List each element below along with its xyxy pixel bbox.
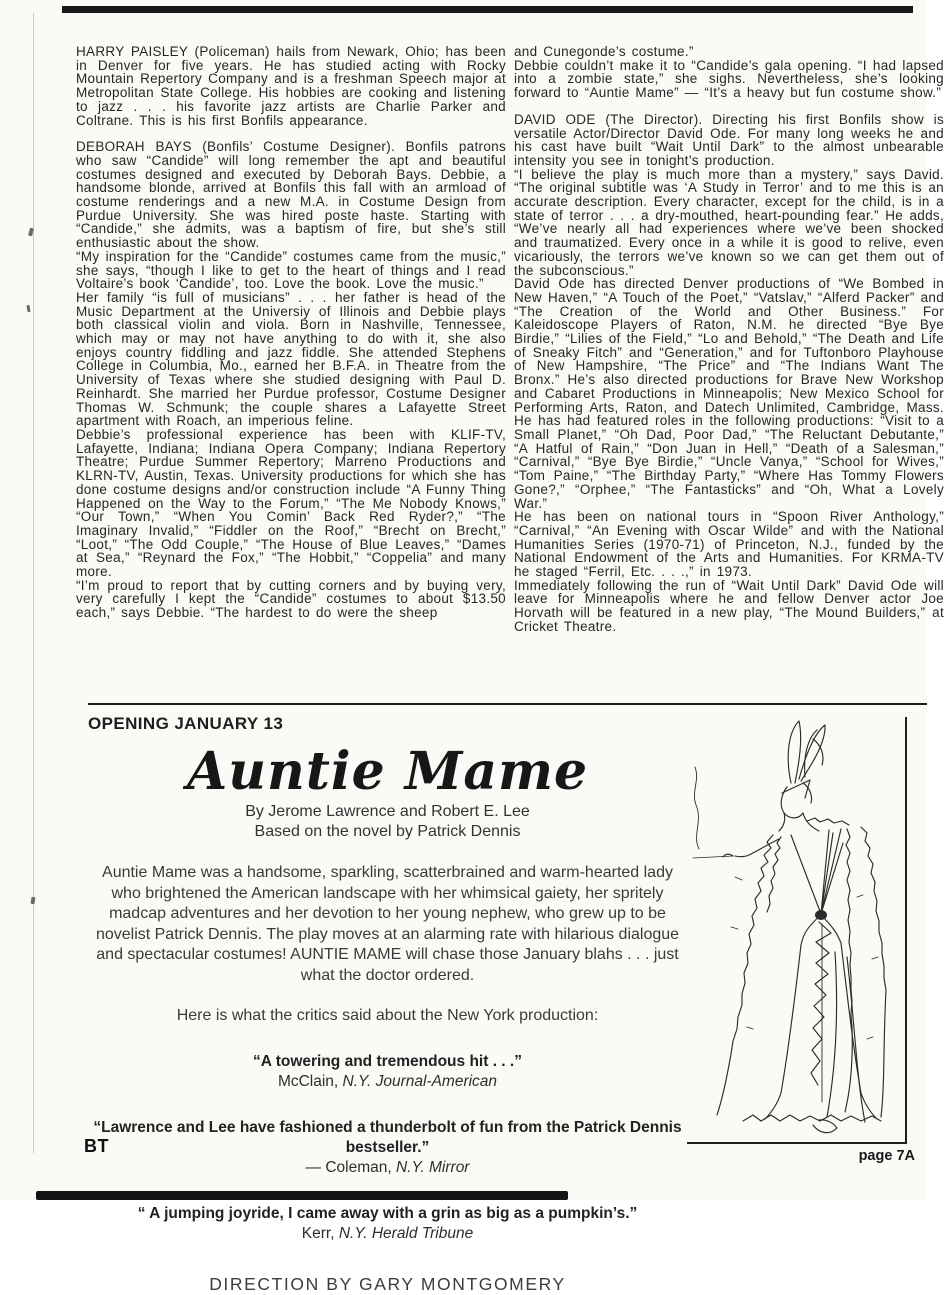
show-description: Auntie Mame was a handsome, sparkling, scatterbrained and warm-hearted lady who brightened the American landscape with her whimsical gaiety, her spritely madcap adventures and her devotion to her young nephew, who grew up to be novelist Patrick Dennis. The play moves at an alarming rate with hilarious dialogue and spectacular costumes! AUNTIE MAME will chase those January blahs . . . just what the doctor ordered. <box>95 864 680 984</box>
bio-paragraph: Debbie’s professional experience has been with KLIF-TV, Lafayette, Indiana; Indiana Opera Company; Indiana Repertory Theatre; Purdue Summer Repertory; Marreno Productions and KLRN-TV, Austin, Texas. University productions for which she has done costume designs and/or construction include “A Funny Thing Happened on the Way to the Forum,” “The Me Nobody Knows,” “Our Town,” “When You Comin’ Back Red Ryder?,” “The Imaginary Invalid,” “Fiddler on the Roof,” “Brecht on Brecht,” “Loot,” “The Odd Couple,” “The House of Blue Leaves,” “Dames at Sea,” “Reynard the Fox,” “The Hobbit,” “Coppelia” and many more. <box>76 426 506 580</box>
feature-content <box>88 714 687 1295</box>
skirt-ruffles <box>743 922 881 1133</box>
publication-name: N.Y. Journal-American <box>342 1073 498 1090</box>
critic-name: McClain, <box>277 1073 339 1090</box>
top-scan-bar <box>62 6 913 13</box>
publication-name: N.Y. Herald Tribune <box>338 1225 474 1242</box>
critic-quote-2 <box>88 1118 687 1177</box>
quote-attribution <box>88 1073 687 1091</box>
cigarette-holder <box>693 767 779 858</box>
show-title: Auntie Mame <box>186 741 589 802</box>
illustration-frame <box>687 717 907 1144</box>
feature-section <box>0 705 927 1295</box>
bottom-scan-bar <box>36 1191 568 1200</box>
dress-bodice <box>791 829 843 945</box>
feather-plume-icon <box>788 721 825 783</box>
bio-paragraph-continued: and Cunegonde’s costume.” <box>514 44 694 59</box>
quote-text: “ A jumping joyride, I came away with a grin as big as a pumpkin’s.” <box>137 1205 638 1222</box>
publication-name: N.Y. Mirror <box>395 1159 470 1176</box>
critic-quote-3 <box>88 1204 687 1243</box>
bio-paragraph: Debbie couldn’t make it to “Candide’s gala opening. “I had lapsed into a zombie state,” she sighs. Nevertheless, she’s looking forward to “Auntie Mame” — “It’s a heavy but fun costume show.” <box>514 57 944 101</box>
page-number: page 7A <box>858 1148 915 1164</box>
bio-paragraph: “My inspiration for the “Candide” costumes came from the music,” she says, “though I like to get to the heart of things and I read Voltaire’s book ‘Candide’, too. Love the book. Love the music.” <box>76 248 506 292</box>
bio-paragraph: Immediately following the run of “Wait Until Dark” David Ode will leave for Minneapolis where he and fellow Denver actor Joe Horvath will be featured in a new play, “The Mound Builders,” at Cricket Theatre. <box>514 577 944 634</box>
bio-column-right <box>514 45 944 703</box>
critic-name: — Coleman, <box>305 1159 392 1176</box>
critic-quote-1 <box>88 1052 687 1091</box>
direction-credit: DIRECTION BY GARY MONTGOMERY <box>209 1274 566 1294</box>
byline-novel: Based on the novel by Patrick Dennis <box>254 823 521 840</box>
head-profile <box>779 780 819 831</box>
quote-attribution <box>88 1159 687 1177</box>
bio-paragraph: Her family “is full of musicians” . . . her father is head of the Music Department at the Universiy of Illinois and Debbie plays both classical violin and viola. Born in Nashville, Tennessee, which may or may not have anything to do with it, she also enjoys country fiddling and jazz fiddle. She attended Stephens College in Columbia, Mo., earned her B.F.A. in Theatre from the University of Texas where she studied designing with Paul D. Reinhardt. She married her Purdue professor, Costume Designer Thomas W. Schmunk; the couple shares a Lafayette Street apartment with Roach, an imperious feline. <box>76 289 506 429</box>
critics-intro: Here is what the critics said about the New York production: <box>176 1007 599 1024</box>
quote-attribution <box>88 1225 687 1243</box>
flapper-illustration <box>687 717 905 1142</box>
bio-paragraph: “I’m proud to report that by cutting corners and by buying very, very carefully I kept the “Candide” costumes to about $13.50 each,” says Debbie. “The hardest to do were the sheep <box>76 577 506 621</box>
quote-text: “A towering and tremendous hit . . .” <box>253 1053 522 1070</box>
bio-paragraph-harry-paisley: HARRY PAISLEY (Policeman) hails from Newark, Ohio; has been in Denver for five years. He has studied acting with Rocky Mountain Repertory Company and is a freshman Speech major at Metropolitan State College. His hobbies are cooking and listening to jazz . . . his favorite jazz artists are Charlie Parker and Coltrane. This is his first Bonfils appearance. <box>76 44 506 128</box>
critic-name: Kerr, <box>301 1225 335 1242</box>
opening-date: OPENING JANUARY 13 <box>88 714 284 733</box>
bio-paragraph: “I believe the play is much more than a mystery,” says David. “The original subtitle was ‘A Study in Terror’ and to me this is an accurate description. Every character, except for the child, is in a state of terror . . . a dry-mouthed, heart-pounding fear.” He adds, “We’ve nearly all had experiences where we’ve been shocked and traumatized. Every once in a while it is good to relive, even vicariously, the terrors we’ve known so we can get them out of the subconscious.” <box>514 166 944 278</box>
bio-paragraph-deborah-bays: DEBORAH BAYS (Bonfils’ Costume Designer). Bonfils patrons who saw “Candide” will long remember the apt and beautiful costumes designed and executed by Deborah Bays. Debbie, a handsome blonde, arrived at Bonfils this fall with an armload of costume renderings and a new M.A. in Costume Design from Purdue University. She was hired poste haste. Starting with “Candide,” she admits, was a baptism of fire, but she’s still enthusiastic about the show. <box>76 139 506 251</box>
footer-initials: BT <box>84 1136 109 1156</box>
bio-paragraph-david-ode: DAVID ODE (The Director). Directing his first Bonfils show is versatile Actor/Director David Ode. For many long weeks he and his cast have built “Wait Until Dark” to the almost unbearable intensity you see in tonight’s production. <box>514 111 944 168</box>
quote-text: “Lawrence and Lee have fashioned a thunderbolt of fun from the Patrick Dennis bestseller.” <box>93 1119 682 1156</box>
bio-paragraph: He has been on national tours in “Spoon River Anthology,” “Carnival,” “An Evening with Oscar Wilde” and with the National Humanities Series (1970-71) of Princeton, N.J., funded by the National Endowment of the Arts and Humanities. For KRMA-TV he staged “Ferril, Etc. . . .,” in 1973. <box>514 509 944 580</box>
byline-authors: By Jerome Lawrence and Robert E. Lee <box>245 803 530 820</box>
bio-column-left <box>76 45 506 703</box>
bio-paragraph: David Ode has directed Denver productions of “We Bombed in New Haven,” “A Touch of the Poet,” “Vatslav,” “Alferd Packer” and “The Creation of the World and Other Business.” For Kaleidoscope Players of Raton, N.M. he directed “Bye Bye Birdie,” “Lilies of the Field,” “Lo and Behold,” “The Death and Life of Sneaky Fitch” and “Generation,” and for Tuftonboro Playhouse of New Hampshire, “The Price” and “The Indians Want The Bronx.” He’s also directed productions for Brave New Workshop and Cabaret Productions in Minneapolis; New Mexico School for Performing Arts, Raton, and Datech Unlimited, Cambridge, Mass. He has had featured roles in the following productions: “Visit to a Small Planet,” “Oh Dad, Poor Dad,” “The Reluctant Debutante,” “A Hatful of Rain,” “Don Juan in Hell,” “Death of a Salesman,” “Carnival,” “Bye Bye Birdie,” “Uncle Vanya,” “School for Wives,” “Tom Paine,” “The Birthday Party,” “Where Has Tommy Flowers Gone?,” “Orphee,” “The Fantasticks” and “Oh, What a Lovely War.” <box>514 276 944 511</box>
left-page-edge-rule <box>33 13 34 1153</box>
illustration-column <box>687 714 927 1295</box>
